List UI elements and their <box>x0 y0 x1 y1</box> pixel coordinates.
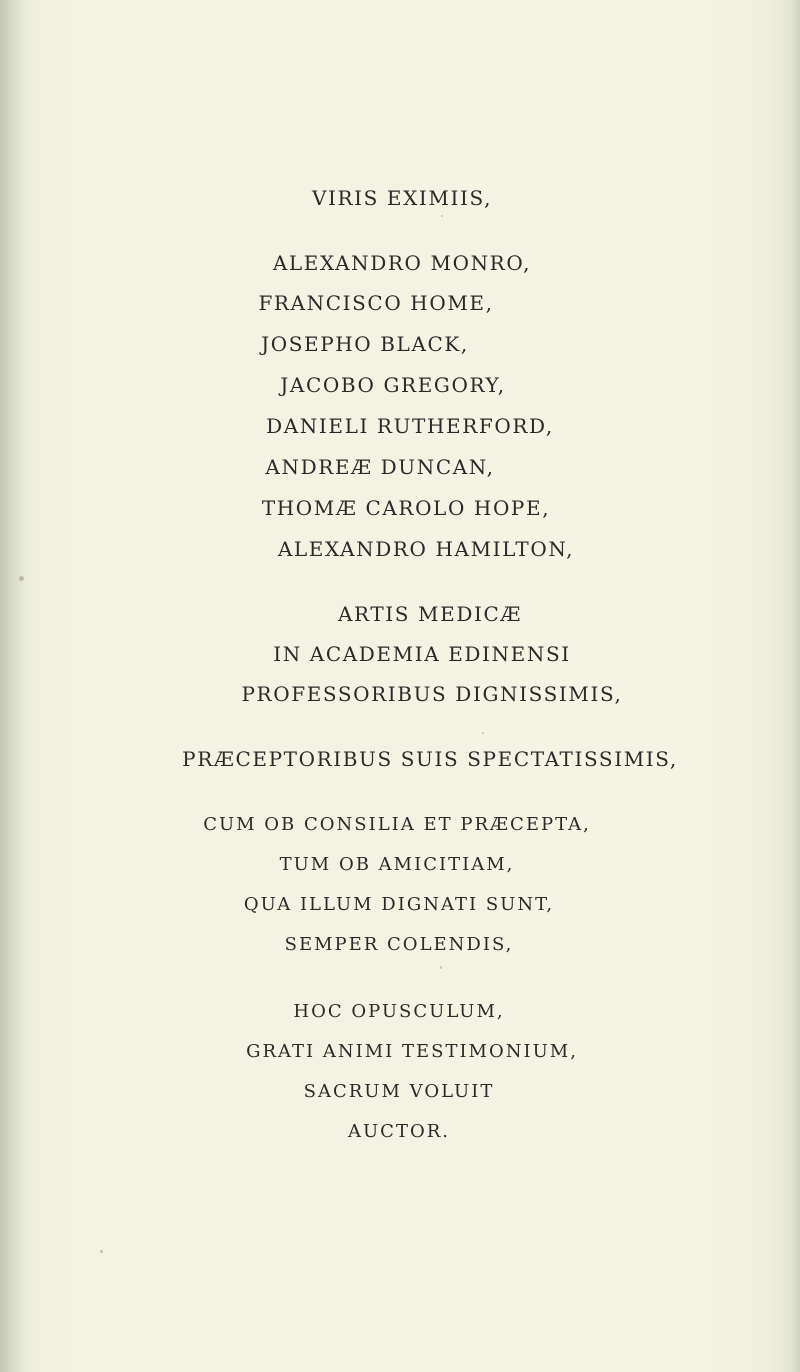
faculty-line: IN ACADEMIA EDINENSI <box>273 642 571 666</box>
teachers-line: PRÆCEPTORIBUS SUIS SPECTATISSIMIS, <box>182 747 678 771</box>
paper-speck <box>441 215 443 217</box>
dedicatee-name: ALEXANDRO HAMILTON, <box>277 537 575 561</box>
reason-line: QUA ILLUM DIGNATI SUNT, <box>243 894 555 915</box>
closing-line: GRATI ANIMI TESTIMONIUM, <box>246 1041 578 1062</box>
dedicatee-name: ANDREÆ DUNCAN, <box>265 455 495 479</box>
dedicatee-name: ALEXANDRO MONRO, <box>272 251 532 275</box>
faculty-line: PROFESSORIBUS DIGNISSIMIS, <box>241 682 623 706</box>
dedicatee-name: DANIELI RUTHERFORD, <box>266 414 554 438</box>
reason-line: SEMPER COLENDIS, <box>284 934 514 955</box>
dedicatee-name: FRANCISCO HOME, <box>258 291 494 315</box>
faculty-line: ARTIS MEDICÆ <box>338 602 522 626</box>
closing-line: SACRUM VOLUIT <box>303 1081 495 1102</box>
dedicatee-name: THOMÆ CAROLO HOPE, <box>261 496 551 520</box>
paper-speck <box>100 1250 103 1253</box>
dedicatee-name: JACOBO GREGORY, <box>280 373 506 397</box>
closing-line: HOC OPUSCULUM, <box>293 1001 505 1022</box>
dedicatee-name: JOSEPHO BLACK, <box>261 332 469 356</box>
paper-speck <box>19 576 24 581</box>
reason-line: TUM OB AMICITIAM, <box>279 854 515 875</box>
closing-line: AUCTOR. <box>348 1121 450 1142</box>
paper-speck <box>440 966 442 969</box>
paper-speck <box>482 732 484 734</box>
dedication-heading: VIRIS EXIMIIS, <box>311 186 493 210</box>
reason-line: CUM OB CONSILIA ET PRÆCEPTA, <box>203 814 591 835</box>
